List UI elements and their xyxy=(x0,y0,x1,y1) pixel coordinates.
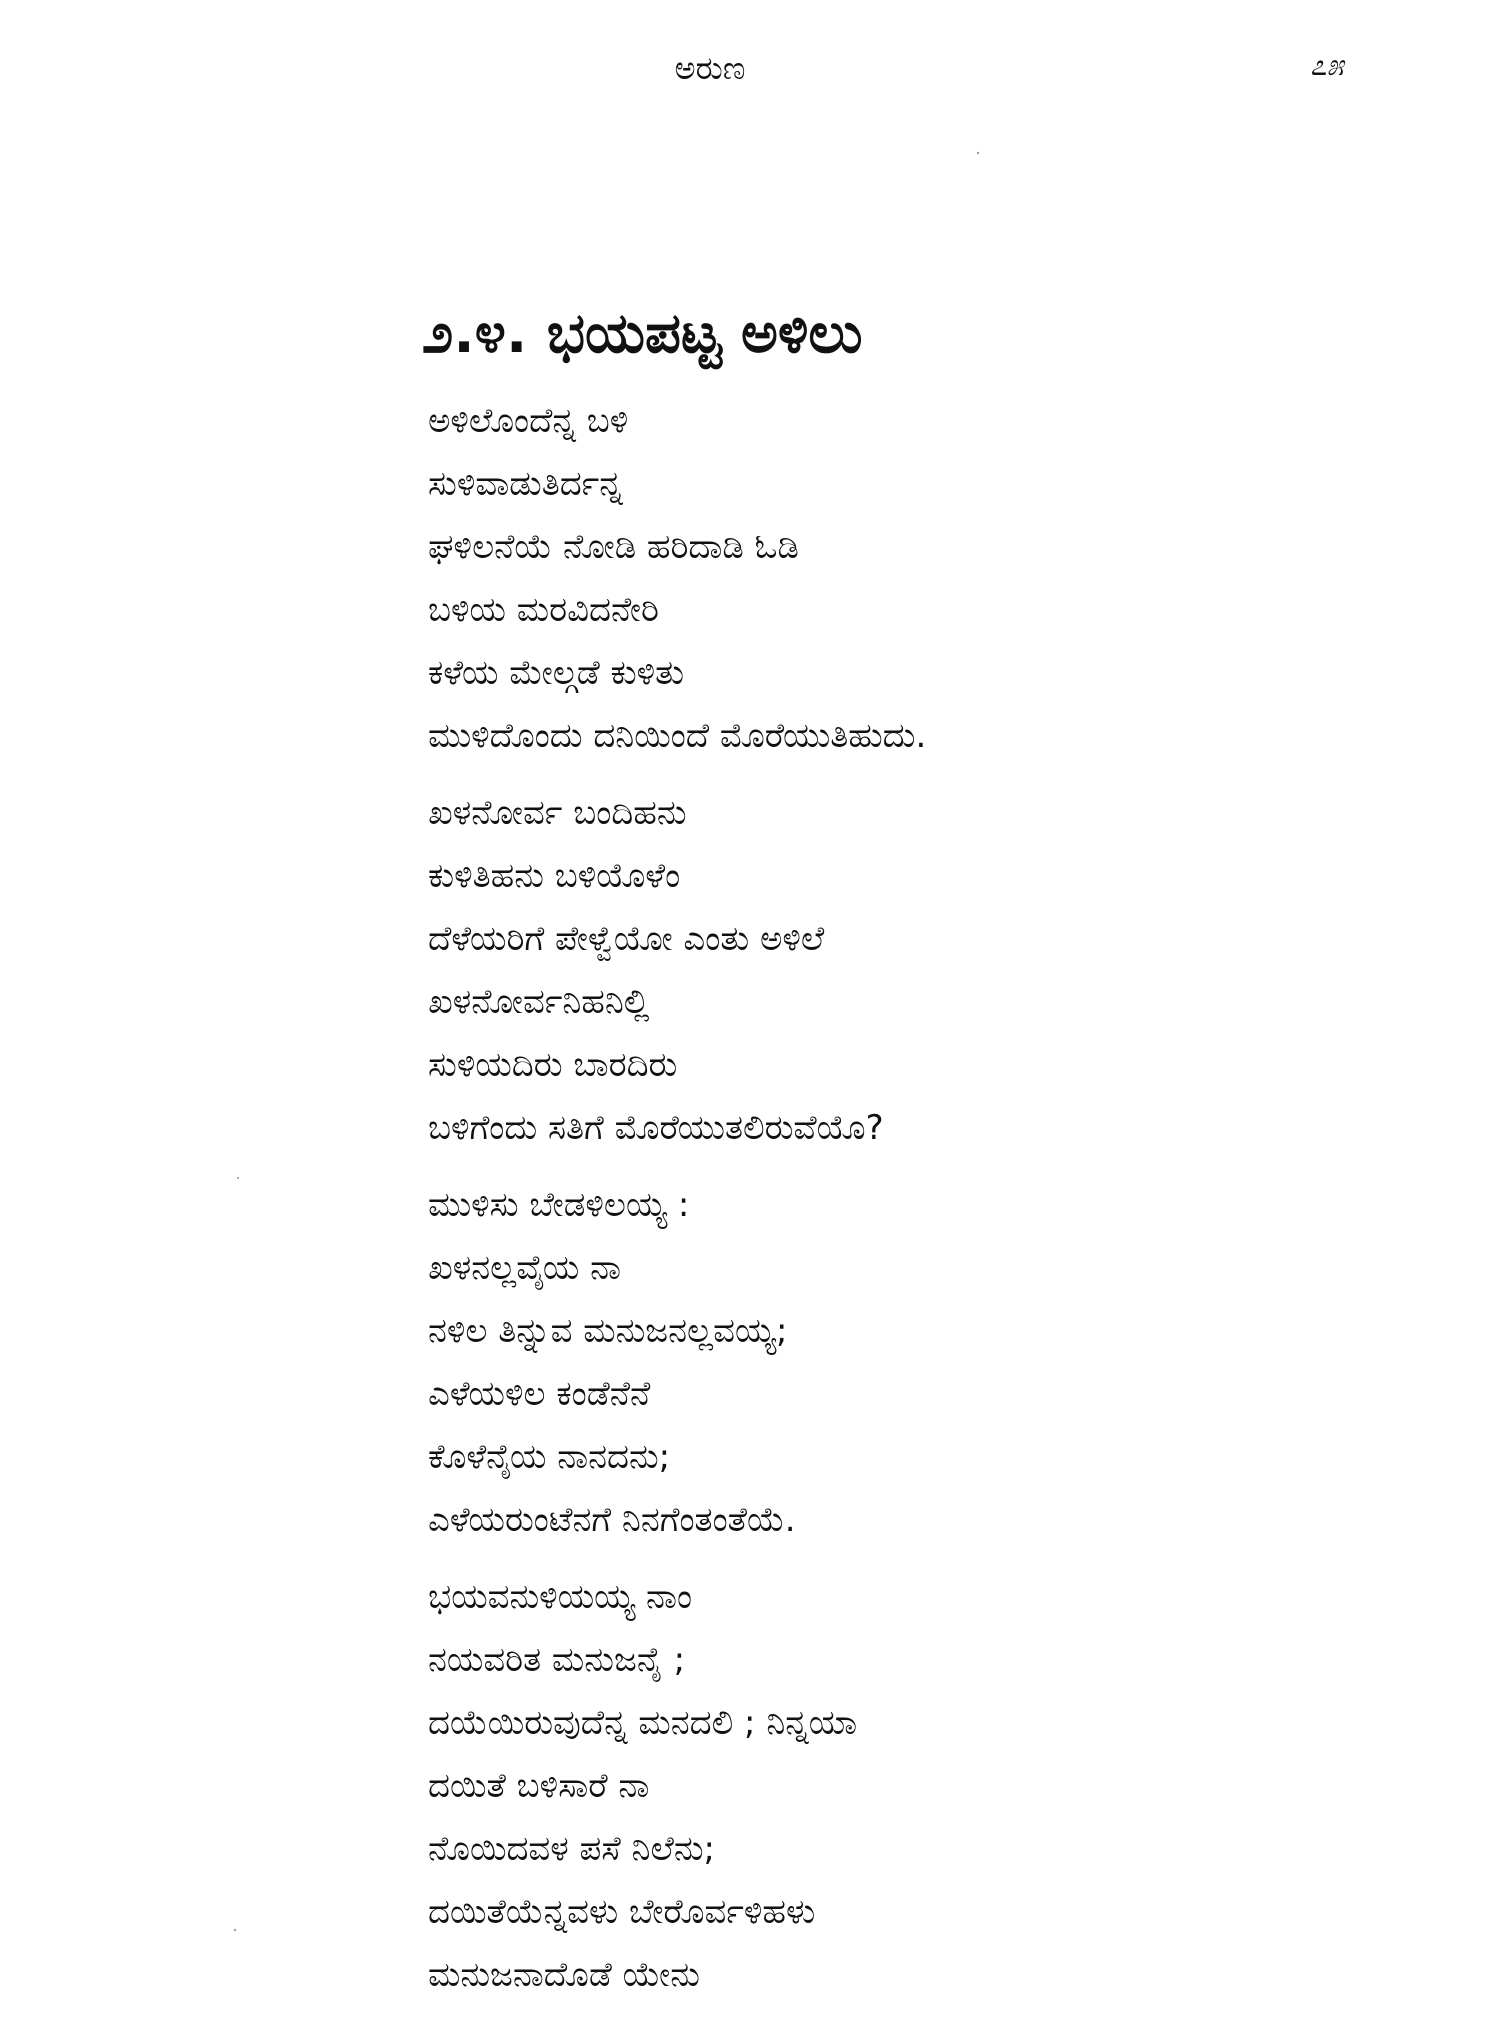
poem-line: ಖಳನೋರ್ವ ಬಂದಿಹನು xyxy=(428,793,687,833)
poem-line: ನೊಯಿದವಳ ಪಸೆ ನಿಲೆನು; xyxy=(428,1829,716,1869)
poem-line: ಕೊಳೆನೈಯ ನಾನದನು; xyxy=(428,1437,671,1477)
poem-line: ಎಳೆಯಳಿಲ ಕಂಡೆನೆನೆ xyxy=(428,1374,651,1414)
poem-body xyxy=(428,390,1428,2021)
poem-line: ದಯಿತೆ ಬಳಿಸಾರೆ ನಾ xyxy=(428,1766,650,1806)
poem-line: ದೆಳೆಯರಿಗೆ ಪೇಳ್ವೆಯೋ ಎಂತು ಅಳಿಲೆ xyxy=(428,919,825,959)
stanza xyxy=(428,1566,1428,2007)
poem-title: ೨.೪. ಭಯಪಟ್ಟ ಅಳಿಲು xyxy=(422,301,863,366)
poem-line: ಎಳೆಯರುಂಟೆನಗೆ ನಿನಗೆಂತಂತೆಯೆ. xyxy=(428,1500,796,1540)
poem-line: ದಯಿತೆಯೆನ್ನವಳು ಬೇರೊರ್ವಳಿಹಳು xyxy=(428,1892,816,1932)
poem-line: ಕುಳಿತಿಹನು ಬಳಿಯೊಳೆಂ xyxy=(428,856,681,896)
poem-line: ಸುಳಿವಾಡುತಿರ್ದನ್ನ xyxy=(428,464,623,504)
poem-line: ಮುಳಿದೊಂದು ದನಿಯಿಂದೆ ಮೊರೆಯುತಿಹುದು. xyxy=(428,716,927,756)
poem-line: ಖಳನೋರ್ವನಿಹನಿಲ್ಲಿ xyxy=(428,982,650,1022)
poem-line: ನಯವರಿತ ಮನುಜನೈ ; xyxy=(428,1640,686,1680)
poem-line: ಭಯವನುಳಿಯಯ್ಯ ನಾಂ xyxy=(428,1577,693,1617)
stanza xyxy=(428,390,1428,768)
stanza xyxy=(428,1174,1428,1552)
dust-speck xyxy=(234,1929,237,1932)
poem-line: ಕಳೆಯ ಮೇಲ್ಗಡೆ ಕುಳಿತು xyxy=(428,653,685,693)
poem-line: ಸುಳಿಯದಿರು ಬಾರದಿರು xyxy=(428,1045,678,1085)
poem-line: ಘಳಿಲನೆಯೆ ನೋಡಿ ಹರಿದಾಡಿ ಓಡಿ xyxy=(428,527,799,567)
poem-line: ದಯೆಯಿರುವುದೆನ್ನ ಮನದಲಿ ; ನಿನ್ನಯಾ xyxy=(428,1703,858,1743)
poem-line: ಮುಳಿಸು ಬೇಡಳಿಲಯ್ಯ : xyxy=(428,1185,690,1225)
poem-line: ಬಳಿಯ ಮರವಿದನೇರಿ xyxy=(428,590,659,630)
dust-speck xyxy=(237,1177,239,1179)
dust-speck xyxy=(977,152,979,154)
poem-line: ಅಳಿಲೊಂದೆನ್ನ ಬಳಿ xyxy=(428,401,629,441)
page-number: ೭೫ xyxy=(1310,48,1344,83)
stanza xyxy=(428,782,1428,1160)
poem-line: ಮನುಜನಾದೊಡೆ ಯೇನು xyxy=(428,1955,700,1995)
running-header: ಅರುಣ xyxy=(674,49,746,87)
poem-line: ಖಳನಲ್ಲವೈಯ ನಾ xyxy=(428,1248,622,1288)
poem-line: ಬಳಿಗೆಂದು ಸತಿಗೆ ಮೊರೆಯುತಲಿರುವೆಯೊ? xyxy=(428,1108,884,1148)
poem-line: ನಳಿಲ ತಿನ್ನುವ ಮನುಜನಲ್ಲವಯ್ಯ; xyxy=(428,1311,788,1351)
